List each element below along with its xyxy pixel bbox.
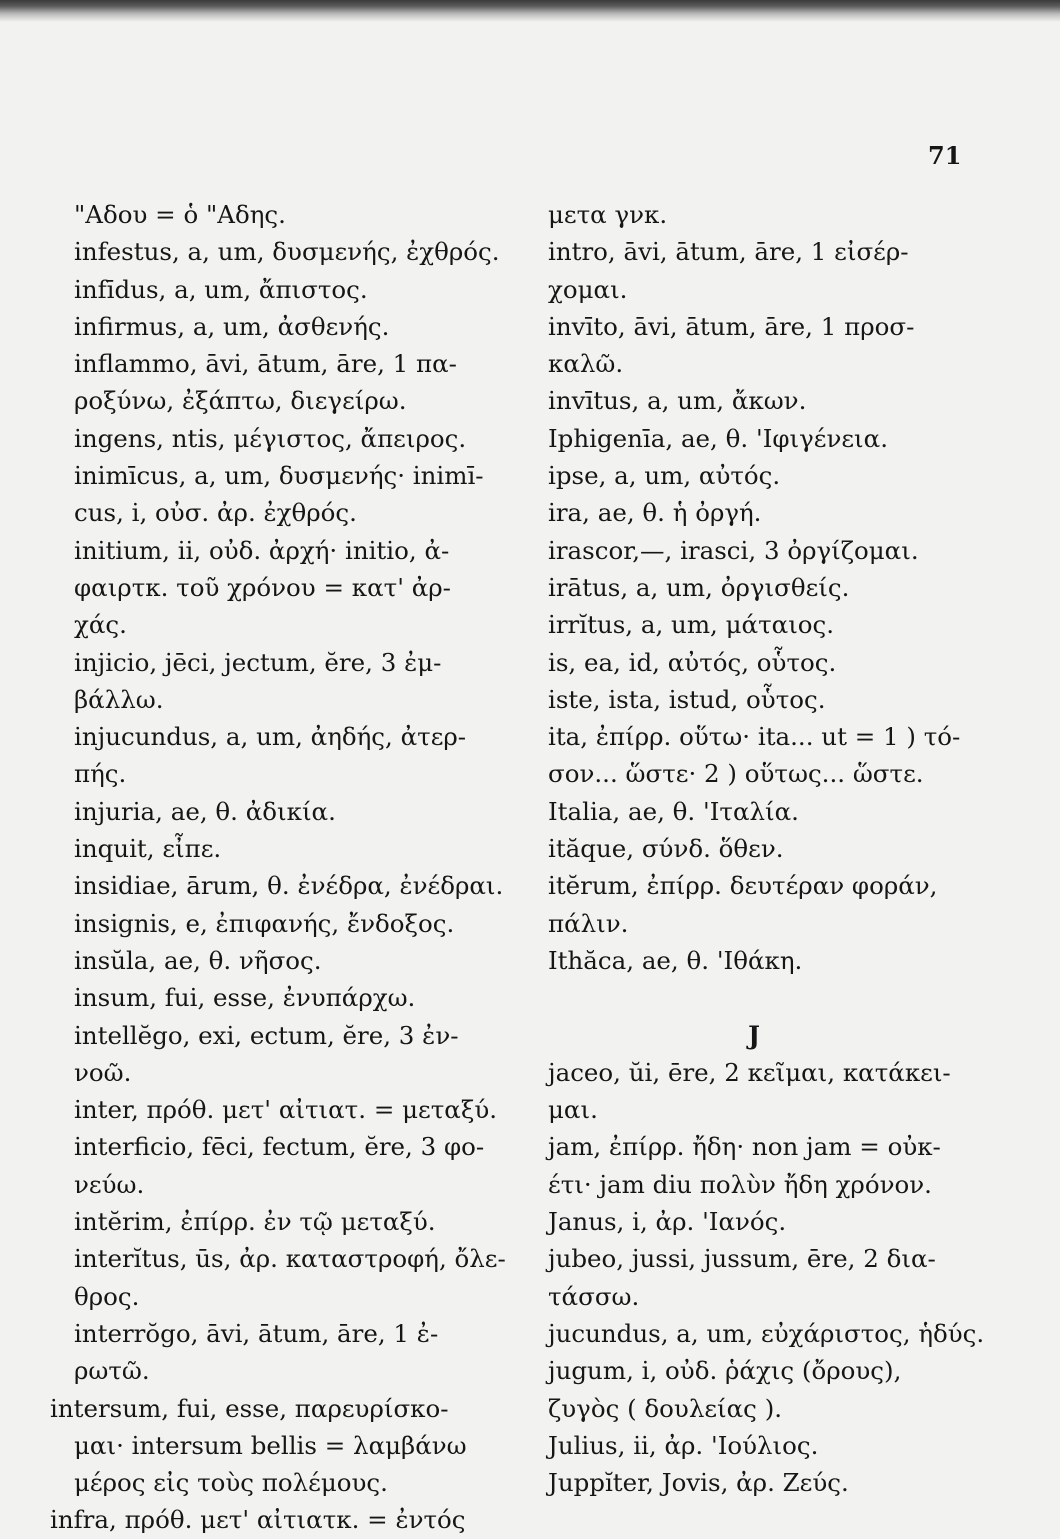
- page-number: 71: [928, 141, 962, 170]
- section-heading: J: [748, 1020, 760, 1050]
- dictionary-line: inflammo, āvi, ātum, āre, 1 πα-: [74, 349, 457, 379]
- dictionary-line: μετα γνκ.: [548, 200, 668, 229]
- dictionary-line: insidiae, ārum, θ. ἐνέδρα, ἐνέδραι.: [74, 871, 504, 901]
- dictionary-line: τάσσω.: [548, 1281, 640, 1311]
- dictionary-line: ităque, σύνδ. ὅθεν.: [548, 834, 784, 864]
- dictionary-line: ipse, a, um, αὐτός.: [548, 461, 781, 491]
- dictionary-line: infra, πρόθ. μετ' αἰτιατκ. = ἐντός: [50, 1505, 466, 1535]
- dictionary-line: irātus, a, um, ὀργισθείς.: [548, 572, 850, 602]
- dictionary-line: infestus, a, um, δυσμενής, ἐχθρός.: [74, 237, 500, 267]
- dictionary-line: invīto, āvi, ātum, āre, 1 προσ-: [548, 311, 915, 341]
- dictionary-line: ρωτῶ.: [74, 1356, 150, 1386]
- dictionary-line: infīdus, a, um, ἄπιστος.: [74, 274, 368, 304]
- dictionary-line: έτι· jam diu πολὺν ἤδη χρόνον.: [548, 1169, 932, 1199]
- dictionary-line: βάλλω.: [74, 684, 164, 714]
- dictionary-line: χάς.: [74, 610, 127, 640]
- dictionary-line: Juppĭter, Jovis, ἀρ. Ζεύς.: [548, 1468, 849, 1498]
- dictionary-line: θρος.: [74, 1281, 140, 1311]
- dictionary-line: interĭtus, ūs, ἀρ. καταστροφή, ὄλε-: [74, 1244, 506, 1274]
- dictionary-line: cus, i, οὐσ. ἀρ. ἐχθρός.: [74, 498, 357, 528]
- dictionary-line: ita, ἐπίρρ. οὕτω· ita... ut = 1 ) τό-: [548, 722, 961, 752]
- dictionary-line: ingens, ntis, μέγιστος, ἄπειρος.: [74, 423, 467, 453]
- dictionary-line: interrŏgo, āvi, ātum, āre, 1 ἐ-: [74, 1318, 439, 1348]
- dictionary-line: irrĭtus, a, um, μάταιος.: [548, 610, 835, 640]
- dictionary-line: intersum, fui, esse, παρευρίσκο-: [50, 1393, 449, 1423]
- dictionary-line: insignis, e, ἐπιφανής, ἔνδοξος.: [74, 908, 455, 938]
- dictionary-line: intĕrim, ἐπίρρ. ἐν τῷ μεταξύ.: [74, 1207, 436, 1237]
- dictionary-line: χομαι.: [548, 274, 628, 304]
- dictionary-line: injicio, jēci, jectum, ĕre, 3 ἐμ-: [74, 647, 442, 677]
- dictionary-line: Iphigenīa, ae, θ. 'Ιφιγένεια.: [548, 423, 888, 453]
- dictionary-line: intro, āvi, ātum, āre, 1 εἰσέρ-: [548, 237, 909, 267]
- dictionary-line: πής.: [74, 759, 127, 789]
- dictionary-line: μαι.: [548, 1095, 598, 1125]
- dictionary-line: is, ea, id, αὐτός, οὗτος.: [548, 647, 837, 677]
- dictionary-line: initium, ii, οὐδ. ἀρχή· initio, ἀ-: [74, 535, 450, 565]
- dictionary-line: iste, ista, istud, οὗτος.: [548, 684, 826, 714]
- dictionary-line: [524, 979, 954, 1016]
- dictionary-line: injucundus, a, um, ἀηδής, ἀτερ-: [74, 722, 467, 752]
- dictionary-line: Janus, i, ἀρ. 'Ιανός.: [548, 1207, 787, 1237]
- dictionary-line: invītus, a, um, ἄκων.: [548, 386, 807, 416]
- dictionary-line: inimīcus, a, um, δυσμενής· inimī-: [74, 461, 484, 491]
- dictionary-line: irascor,—, irasci, 3 ὀργίζομαι.: [548, 535, 919, 565]
- dictionary-line: ira, ae, θ. ἡ ὀργή.: [548, 498, 762, 528]
- dictionary-line: φαιρτκ. τοῦ χρόνου = κατ' ἀρ-: [74, 572, 451, 602]
- dictionary-line: inquit, εἶπε.: [74, 834, 222, 864]
- dictionary-line: νεύω.: [74, 1169, 145, 1199]
- dictionary-line: itĕrum, ἐπίρρ. δευτέραν φοράν,: [548, 871, 938, 901]
- dictionary-line: ροξύνω, ἐξάπτω, διεγείρω.: [74, 386, 407, 416]
- dictionary-line: insum, fui, esse, ἐνυπάρχω.: [74, 983, 416, 1013]
- scan-top-edge: [0, 0, 1060, 22]
- dictionary-line: jaceo, ŭi, ēre, 2 κεῖμαι, κατάκει-: [548, 1057, 951, 1087]
- dictionary-line: "Αδου = ὁ "Αδης.: [74, 200, 286, 229]
- dictionary-line: injuria, ae, θ. ἀδικία.: [74, 796, 336, 826]
- dictionary-line: μέρος εἰς τοὺς πολέμους.: [74, 1468, 388, 1498]
- dictionary-line: Italia, ae, θ. 'Ιταλία.: [548, 796, 799, 826]
- dictionary-line: intellĕgo, exi, ectum, ĕre, 3 ἐν-: [74, 1020, 459, 1050]
- dictionary-line: πάλιν.: [548, 908, 629, 938]
- dictionary-line: μαι· intersum bellis = λαμβάνω: [74, 1430, 467, 1460]
- dictionary-line: ζυγὸς ( δουλείας ).: [548, 1393, 783, 1423]
- dictionary-line: interficio, fēci, fectum, ĕre, 3 φο-: [74, 1132, 485, 1162]
- dictionary-line: Ithăca, ae, θ. 'Ιθάκη.: [548, 945, 803, 975]
- dictionary-line: νοῶ.: [74, 1057, 132, 1087]
- dictionary-line: inter, πρόθ. μετ' αἰτιατ. = μεταξύ.: [74, 1095, 498, 1125]
- dictionary-line: infirmus, a, um, ἀσθενής.: [74, 311, 390, 341]
- dictionary-line: jubeo, jussi, jussum, ēre, 2 δια-: [548, 1244, 936, 1274]
- dictionary-line: jam, ἐπίρρ. ἤδη· non jam = οὐκ-: [548, 1132, 941, 1162]
- left-column: [50, 196, 520, 1539]
- dictionary-line: καλῶ.: [548, 349, 624, 379]
- dictionary-line: insŭla, ae, θ. νῆσος.: [74, 945, 322, 975]
- dictionary-line: Julius, ii, ἀρ. 'Ιούλιος.: [548, 1430, 819, 1460]
- dictionary-line: jucundus, a, um, εὐχάριστος, ἡδύς.: [548, 1318, 985, 1348]
- right-column: [524, 196, 985, 1501]
- dictionary-line: σον... ὥστε· 2 ) οὕτως... ὥστε.: [548, 759, 924, 789]
- dictionary-line: jugum, i, οὐδ. ῥάχις (ὄρους),: [548, 1356, 902, 1386]
